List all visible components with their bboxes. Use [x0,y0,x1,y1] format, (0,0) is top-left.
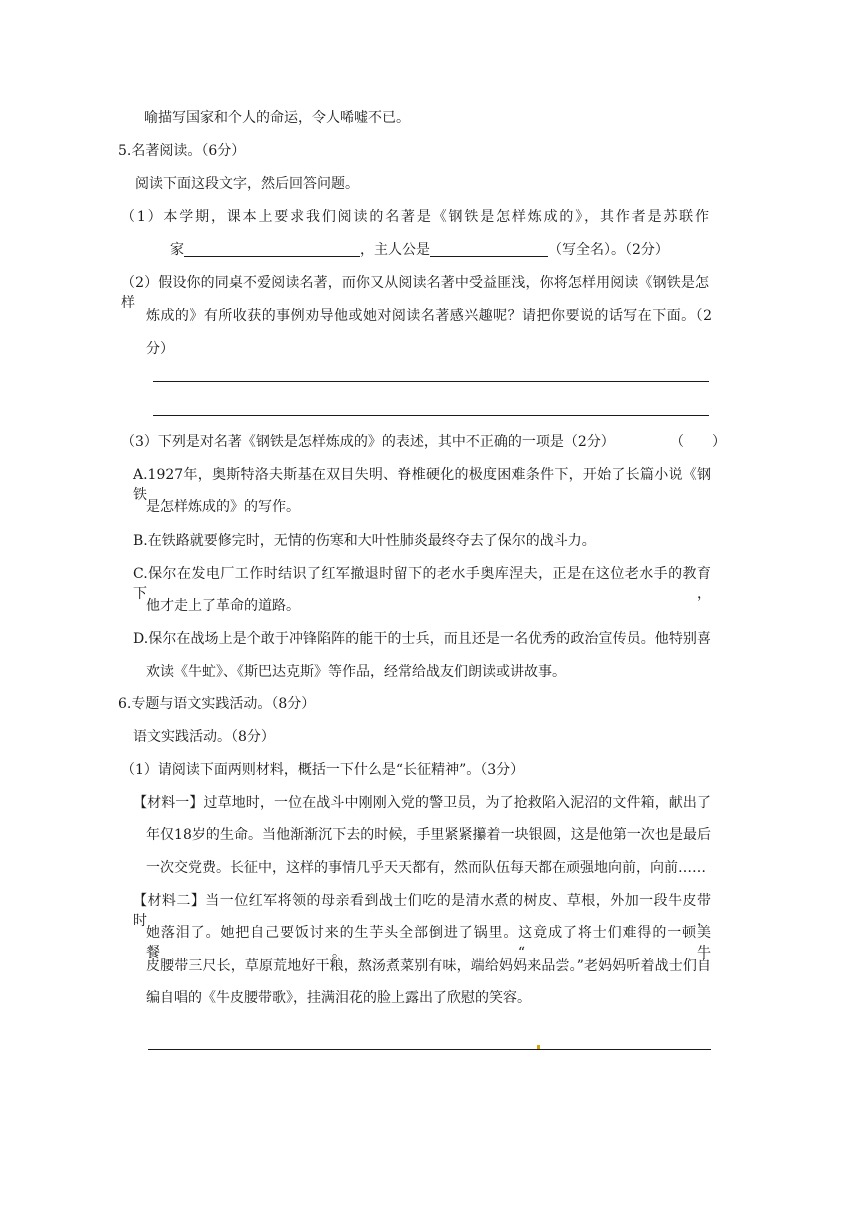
answer-bracket[interactable]: （ ） [670,434,726,450]
material-2-line-2: 她落泪了。她把自己要饭讨来的生芋头全部倒进了锅里。这竟成了将士们难得的一顿美餐。“牛 [146,925,711,961]
material-2-line-4: 编自唱的《牛皮腰带歌》，挂满泪花的脸上露出了欣慰的笑容。 [146,990,531,1006]
protagonist-answer-blank[interactable] [430,240,548,257]
author-answer-blank[interactable] [184,240,360,257]
option-d-line-2: 欢读《牛虻》、《斯巴达克斯》等作品，经常给战友们朗读或讲故事。 [146,664,566,680]
text-line-continuation: 喻描写国家和个人的命运，令人唏嘘不已。 [144,110,410,126]
material-1-line-2: 年仅18岁的生命。当他渐渐沉下去的时候，手里紧紧攥着一块银圆，这是他第一次也是最后 [146,827,711,843]
option-b: B.在铁路就要修完时，无情的伤寒和大叶性肺炎最终夺去了保尔的战斗力。 [133,533,596,549]
question-5-2-line-2: 炼成的》有所收获的事例劝导他或她对阅读名著感兴趣呢？请把你要说的话写在下面。（2 [146,308,712,324]
question-5-2-line-1: （2）假设你的同桌不爱阅读名著，而你又从阅读名著中受益匪浅，你将怎样用阅读《钢铁是怎样 [121,275,709,311]
option-a-line-2: 是怎样炼成的》的写作。 [146,499,300,515]
question-5-2-line-3: 分） [146,341,174,357]
option-d-line-1: D.保尔在战场上是个敢于冲锋陷阵的能干的士兵，而且还是一名优秀的政治宣传员。他特别喜 [133,631,711,647]
marker-dot [537,1045,540,1049]
question-5-3-stem: （3）下列是对名著《钢铁是怎样炼成的》的表述，其中不正确的一项是（2分） [121,434,615,450]
material-2-line-1: 【材料二】当一位红军将领的母亲看到战士们吃的是清水煮的树皮、草根，外加一段牛皮带时， [133,893,711,929]
question-5-1-line-1: （1）本学期，课本上要求我们阅读的名著是《钢铁是怎样炼成的》，其作者是苏联作 [121,209,709,225]
question-6-intro: 语文实践活动。（8分） [133,729,275,745]
answer-line-3[interactable] [148,1049,711,1050]
answer-line-2[interactable] [153,415,709,416]
option-a-line-1: A.1927年，奥斯特洛夫斯基在双目失明、脊椎硬化的极度困难条件下，开始了长篇小说《钢铁 [133,467,711,503]
question-5-1-suffix: （写全名）。（2分） [548,242,669,258]
question-5-title: 5.名著阅读。（6分） [118,143,246,159]
answer-line-1[interactable] [153,381,709,382]
option-c-line-2: 他才走上了革命的道路。 [146,598,300,614]
option-c-line-1: C.保尔在发电厂工作时结识了红军撤退时留下的老水手奥库涅夫，正是在这位老水手的教育下， [133,566,711,602]
material-2-line-3: 皮腰带三尺长，草原荒地好干粮，熬汤煮菜别有味，端给妈妈来品尝。”老妈妈听着战士们自 [146,958,711,974]
question-5-1-line-2 [170,240,669,260]
question-5-intro: 阅读下面这段文字，然后回答问题。 [135,176,359,192]
question-5-1-prefix: 家 [170,242,184,258]
question-6-title: 6.专题与语文实践活动。（8分） [118,696,316,712]
question-5-1-middle: ，主人公是 [360,242,430,258]
question-6-1-stem: （1）请阅读下面两则材料，概括一下什么是“长征精神”。（3分） [121,762,525,778]
material-1-line-1: 【材料一】过草地时，一位在战斗中刚刚入党的警卫员，为了抢救陷入泥沼的文件箱，献出了 [133,795,711,811]
material-1-line-3: 一次交党费。长征中，这样的事情几乎天天都有，然而队伍每天都在顽强地向前，向前…… [146,860,706,876]
